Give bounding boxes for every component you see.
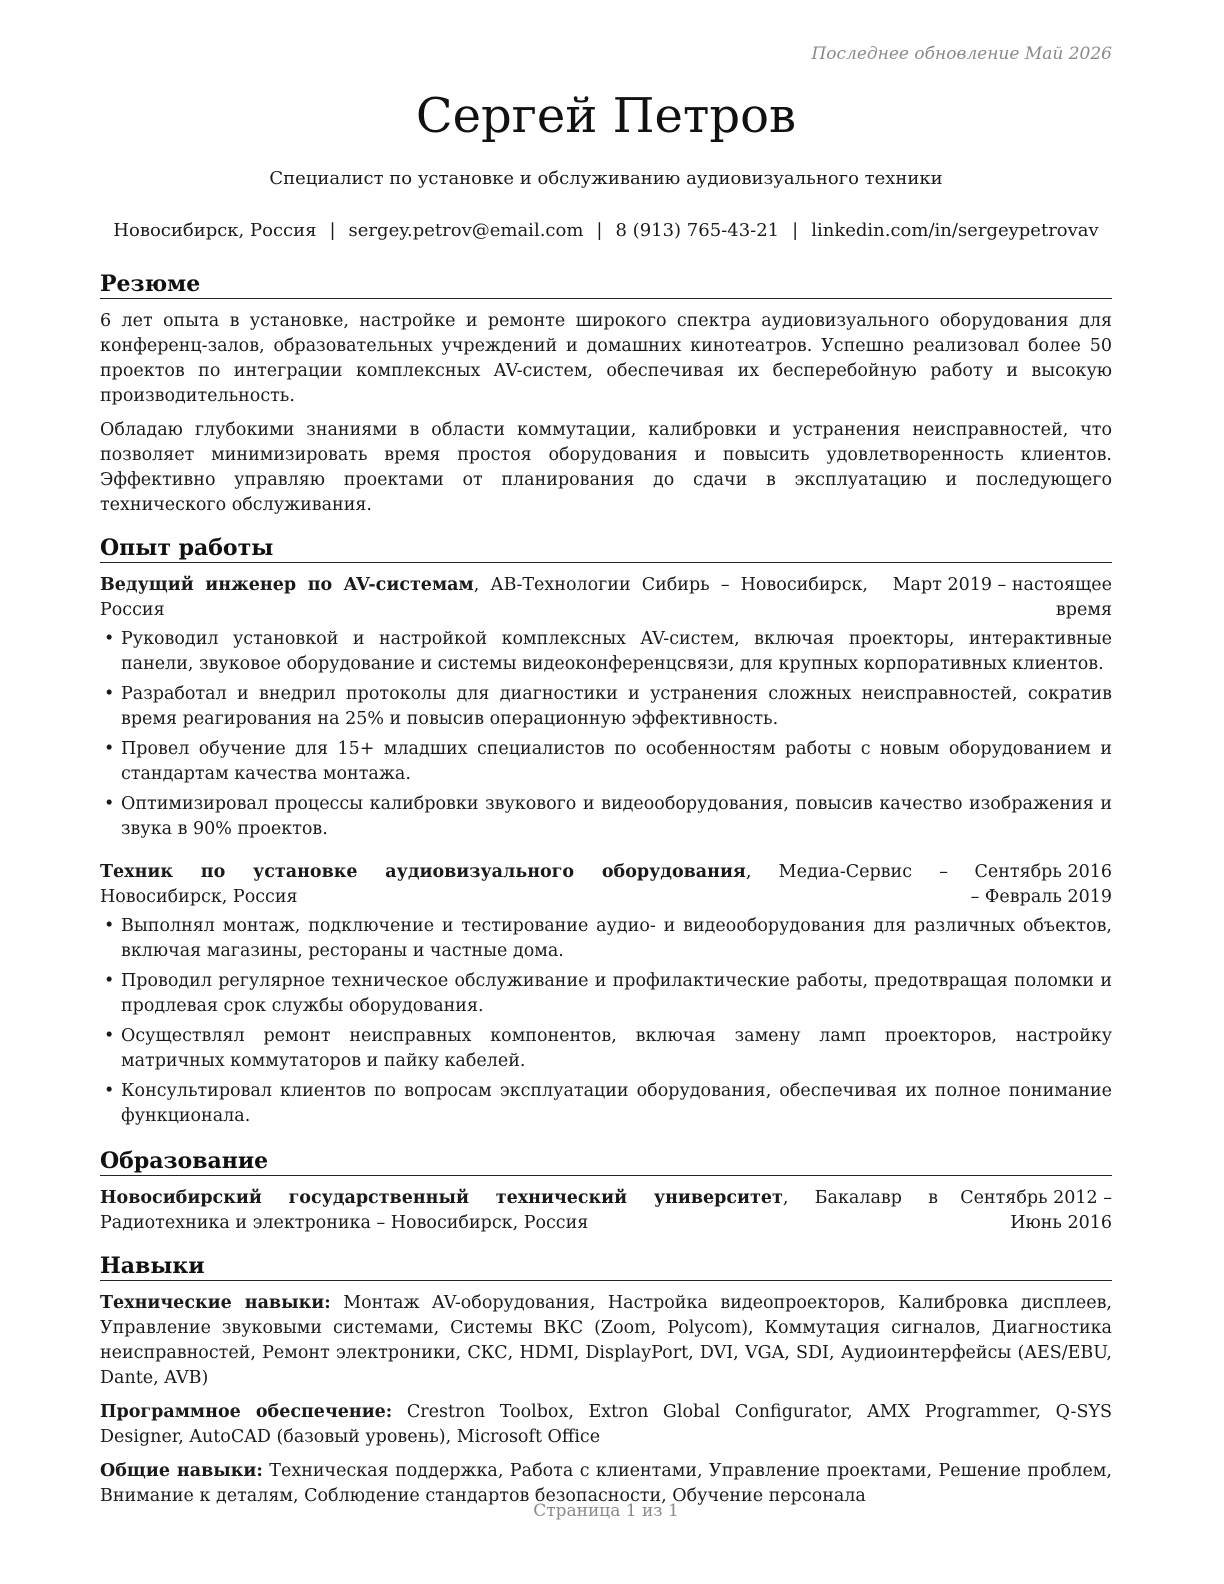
skill-group-text: Crestron Toolbox, Extron Global Configurator, AMX Programmer, Q-SYS Designer, AutoCAD (базовый уровень), Microsoft Office xyxy=(100,1402,1112,1447)
education-title-line xyxy=(100,1186,938,1236)
summary-paragraph: 6 лет опыта в установке, настройке и ремонте широкого спектра аудиовизуального оборудования для конференц-залов, образовательных учреждений и домашних кинотеатров. Успешно реализовал более 50 проектов по интеграции комплексных AV-систем, обеспечивая их бесперебойную работу и высокую производительность. xyxy=(100,311,1112,406)
job-bullets xyxy=(100,627,1112,842)
education-heading: Образование xyxy=(100,1147,1112,1176)
list-item xyxy=(100,737,1112,787)
list-item xyxy=(100,1024,1112,1074)
list-item xyxy=(100,969,1112,1019)
summary-paragraph: Обладаю глубокими знаниями в области коммутации, калибровки и устранения неисправностей, что позволяет минимизировать время простоя оборудования и повысить удовлетворенность клиентов. Эффективно управляю проектами от планирования до сдачи в эксплуатацию и последующего технического обслуживания. xyxy=(100,420,1112,515)
contact-separator: | xyxy=(792,220,799,241)
skill-group-label: Технические навыки: xyxy=(100,1293,331,1313)
resume-page xyxy=(100,0,1112,1584)
resume-content xyxy=(100,270,1112,1525)
education-details: , Бакалавр в Радиотехника и электроника – Новосибирск, Россия xyxy=(100,1188,938,1233)
contact-line xyxy=(80,219,1132,243)
job-dates: Март 2019 – настоящее время xyxy=(892,575,1112,620)
bullet-icon: • xyxy=(104,1026,115,1046)
skills-section xyxy=(100,1252,1112,1509)
bullet-icon: • xyxy=(104,916,115,936)
job-company: , АВ-Технологии Сибирь – Новосибирск, Россия xyxy=(100,575,868,620)
bullet-text: Оптимизировал процессы калибровки звукового и видеооборудования, повысив качество изображения и звука в 90% проектов. xyxy=(121,794,1112,839)
contact-separator: | xyxy=(596,220,603,241)
job-title: Ведущий инженер по AV-системам xyxy=(100,575,474,595)
candidate-name: Сергей Петров xyxy=(415,88,797,144)
job-entry xyxy=(100,860,1112,1129)
bullet-text: Выполнял монтаж, подключение и тестирование аудио- и видеооборудования для различных объектов, включая магазины, рестораны и частные дома. xyxy=(121,916,1112,961)
education-section xyxy=(100,1147,1112,1236)
bullet-text: Осуществлял ремонт неисправных компонентов, включая замену ламп проекторов, настройку матричных коммутаторов и пайку кабелей. xyxy=(121,1026,1112,1071)
summary-section xyxy=(100,270,1112,518)
list-item xyxy=(100,792,1112,842)
skill-group-label: Общие навыки: xyxy=(100,1461,263,1481)
job-title: Техник по установке аудиовизуального оборудования xyxy=(100,862,746,882)
bullet-icon: • xyxy=(104,629,115,649)
skill-group-label: Программное обеспечение: xyxy=(100,1402,393,1422)
education-entry xyxy=(100,1186,1112,1236)
skill-group-text: Монтаж AV-оборудования, Настройка видеопроекторов, Калибровка дисплеев, Управление звуковыми системами, Системы ВКС (Zoom, Polycom), Коммутация сигналов, Диагностика неисправностей, Ремонт электроники, СКС, HDMI, DisplayPort, DVI, VGA, SDI, Аудиоинтерфейсы (AES/EBU, Dante, AVB) xyxy=(100,1293,1112,1388)
candidate-subtitle: Специалист по установке и обслуживанию аудиовизуального техники xyxy=(269,168,943,189)
job-header xyxy=(100,860,1112,910)
page-footer: Страница 1 из 1 xyxy=(533,1501,679,1521)
bullet-text: Проводил регулярное техническое обслуживание и профилактические работы, предотвращая поломки и продлевая срок службы оборудования. xyxy=(121,971,1112,1016)
bullet-text: Провел обучение для 15+ младших специалистов по особенностям работы с новым оборудованием и стандартам качества монтажа. xyxy=(121,739,1112,784)
job-header xyxy=(100,573,1112,623)
skills-heading: Навыки xyxy=(100,1252,1112,1281)
bullet-text: Разработал и внедрил протоколы для диагностики и устранения сложных неисправностей, сократив время реагирования на 25% и повысив операционную эффективность. xyxy=(121,684,1112,729)
summary-heading: Резюме xyxy=(100,270,1112,299)
list-item xyxy=(100,682,1112,732)
last-updated-note: Последнее обновление Май 2026 xyxy=(811,44,1112,64)
experience-section xyxy=(100,534,1112,1129)
list-item xyxy=(100,1079,1112,1129)
skill-group-text: Техническая поддержка, Работа с клиентами, Управление проектами, Решение проблем, Внимание к деталям, Соблюдение стандартов безопасности, Обучение персонала xyxy=(100,1461,1112,1506)
contact-separator: | xyxy=(329,220,336,241)
bullet-text: Руководил установкой и настройкой комплексных AV-систем, включая проекторы, интерактивные панели, звуковое оборудование и системы видеоконференцсвязи, для крупных корпоративных клиентов. xyxy=(121,629,1112,674)
bullet-icon: • xyxy=(104,1081,115,1101)
contact-location: Новосибирск, Россия xyxy=(113,220,317,241)
job-title-line xyxy=(100,860,948,910)
education-dates: Сентябрь 2012 – Июнь 2016 xyxy=(960,1188,1112,1233)
bullet-text: Консультировал клиентов по вопросам эксплуатации оборудования, обеспечивая их полное понимание функционала. xyxy=(121,1081,1112,1126)
experience-heading: Опыт работы xyxy=(100,534,1112,563)
job-title-line xyxy=(100,573,868,623)
job-dates: Сентябрь 2016 – Февраль 2019 xyxy=(970,862,1112,907)
skill-group xyxy=(100,1400,1112,1450)
bullet-icon: • xyxy=(104,739,115,759)
list-item xyxy=(100,627,1112,677)
skill-group xyxy=(100,1291,1112,1391)
contact-linkedin[interactable]: linkedin.com/in/sergeypetrovav xyxy=(811,220,1099,241)
job-bullets xyxy=(100,914,1112,1129)
education-institution: Новосибирский государственный технический университет xyxy=(100,1188,783,1208)
bullet-icon: • xyxy=(104,684,115,704)
bullet-icon: • xyxy=(104,971,115,991)
list-item xyxy=(100,914,1112,964)
job-company: , Медиа-Сервис – Новосибирск, Россия xyxy=(100,862,948,907)
contact-phone: 8 (913) 765-43-21 xyxy=(615,220,780,241)
contact-email[interactable]: sergey.petrov@email.com xyxy=(348,220,584,241)
bullet-icon: • xyxy=(104,794,115,814)
job-entry xyxy=(100,573,1112,842)
